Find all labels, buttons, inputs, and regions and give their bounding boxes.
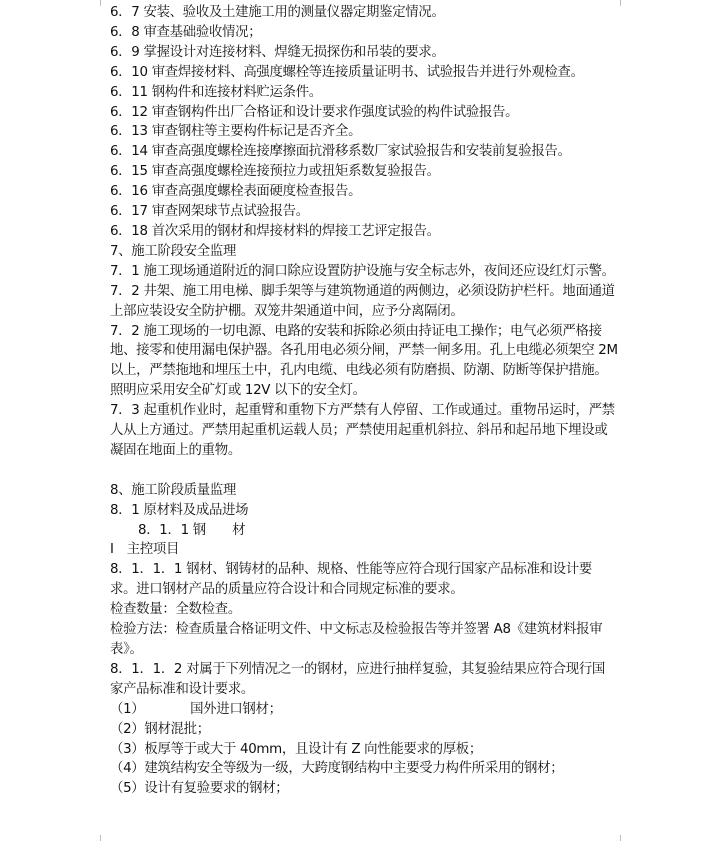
margin-mark-top-right	[620, 0, 629, 6]
margin-mark-top-left	[92, 0, 101, 6]
list-item-1: （1） 国外进口钢材；	[110, 701, 282, 717]
list-item-4: （4）建筑结构安全等级为一级，大跨度钢结构中主要受力构件所采用的钢材；	[110, 761, 564, 777]
paragraph-7-3: 7．3 起重机作业时，起重臂和重物下方严禁有人停留、工作或通过。重物吊运时，严禁人从上方通过。严禁用起重机运载人员；严禁使用起重机斜拉、斜吊和起吊地下埋设或凝固在地面上的重物。	[110, 403, 615, 458]
list-item-2: （2）钢材混批；	[110, 721, 210, 737]
paragraph-6-8: 6．8 审查基础验收情况；	[110, 24, 262, 40]
paragraph-6-18: 6．18 首次采用的钢材和焊接材料的焊接工艺评定报告。	[110, 223, 440, 239]
paragraph-7-1: 7．1 施工现场通道附近的洞口除应设置防护设施与安全标志外，夜间还应设红灯示警。	[110, 263, 615, 279]
inspection-quantity: 检查数量：全数检查。	[110, 602, 241, 618]
paragraph-6-11: 6．11 钢构件和连接材料贮运条件。	[110, 84, 322, 100]
paragraph-7-2a: 7．2 井架、施工用电梯、脚手架等与建筑物通道的两侧边，必须设防护栏杆。地面通道上部应装设安全防护棚。双笼井架通道中间，应予分离隔闭。	[110, 283, 615, 319]
margin-mark-bottom-left	[92, 835, 101, 841]
paragraph-7-2b: 7．2 施工现场的一切电源、电路的安装和拆除必须由持证电工操作；电气必须严格接地、接零和使用漏电保护器。各孔用电必须分闸，严禁一闸多用。孔上电缆必须架空 2M 以上，严禁拖地和埋压土中，孔内电缆、电线必须有防磨损、防潮、防断等保护措施。照明应采用安全矿灯或 12V 以下的安全灯。	[110, 323, 622, 399]
paragraph-6-13: 6．13 审查钢柱等主要构件标记是否齐全。	[110, 124, 362, 140]
paragraph-6-12: 6．12 审查钢构件出厂合格证和设计要求作强度试验的构件试验报告。	[110, 104, 519, 120]
paragraph-6-10: 6．10 审查焊接材料、高强度螺栓等连接质量证明书、试验报告并进行外观检查。	[110, 64, 584, 80]
list-item-3: （3）板厚等于或大于 40mm，且设计有 Z 向性能要求的厚板；	[110, 741, 482, 757]
document-body	[110, 3, 622, 799]
section-heading-7: 7、施工阶段安全监理	[110, 243, 237, 259]
paragraph-6-9: 6．9 掌握设计对连接材料、焊缝无损探伤和吊装的要求。	[110, 44, 445, 60]
list-item-5: （5）设计有复验要求的钢材；	[110, 781, 289, 797]
section-heading-8: 8、施工阶段质量监理	[110, 482, 237, 498]
paragraph-6-16: 6．16 审查高强度螺栓表面硬度检查报告。	[110, 184, 362, 200]
main-control-items-heading: Ⅰ 主控项目	[110, 542, 180, 558]
paragraph-6-17: 6．17 审查网架球节点试验报告。	[110, 204, 309, 220]
inspection-method: 检验方法：检查质量合格证明文件、中文标志及检验报告等并签署 A8《建筑材料报审表》。	[110, 622, 603, 657]
paragraph-8-1-1-2: 8．1．1．2 对属于下列情况之一的钢材，应进行抽样复验，其复验结果应符合现行国家产品标准和设计要求。	[110, 661, 606, 697]
paragraph-6-14: 6．14 审查高强度螺栓连接摩擦面抗滑移系数厂家试验报告和安装前复验报告。	[110, 144, 571, 160]
subsection-heading-8-1-1: 8．1．1 钢 材	[138, 522, 246, 538]
subsection-heading-8-1: 8．1 原材料及成品进场	[110, 502, 249, 518]
paragraph-6-15: 6．15 审查高强度螺栓连接预拉力或扭矩系数复验报告。	[110, 164, 440, 180]
paragraph-8-1-1-1: 8．1．1．1 钢材、钢铸材的品种、规格、性能等应符合现行国家产品标准和设计要求。进口钢材产品的质量应符合设计和合同规定标准的要求。	[110, 562, 592, 598]
margin-mark-bottom-right	[620, 835, 629, 841]
paragraph-6-7: 6．7 安装、验收及土建施工用的测量仪器定期鉴定情况。	[110, 5, 445, 20]
blank-line	[110, 461, 618, 481]
